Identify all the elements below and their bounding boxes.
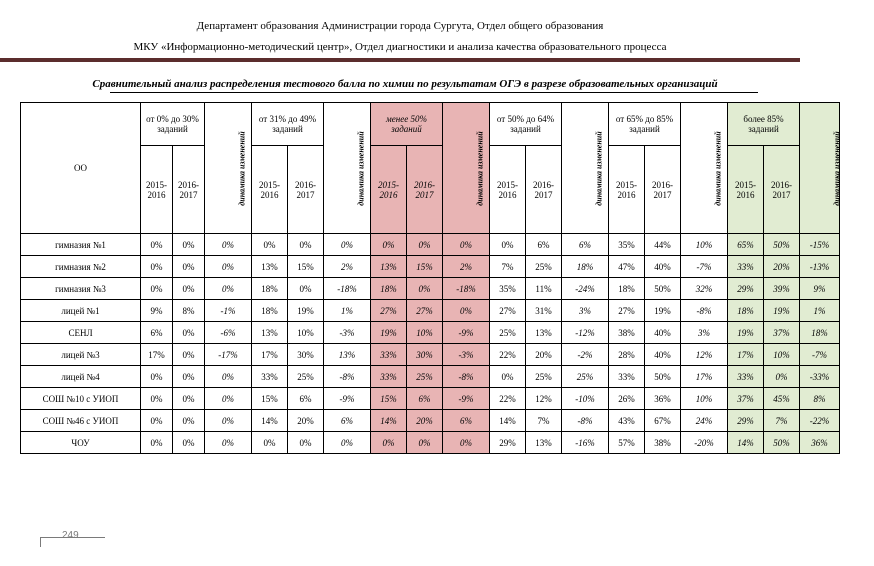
- value-cell: 20%: [526, 344, 562, 366]
- value-cell: 18%: [252, 300, 288, 322]
- value-cell: 33%: [728, 256, 764, 278]
- dynamics-cell: 2%: [443, 256, 490, 278]
- value-cell: 25%: [490, 322, 526, 344]
- value-cell: 33%: [609, 366, 645, 388]
- value-cell: 0%: [173, 344, 205, 366]
- dynamics-cell: 18%: [800, 322, 840, 344]
- header-center: МКУ «Информационно-методический центр», Отдел диагностики и анализа качества образовательного процесса: [133, 41, 667, 53]
- row-name: ЧОУ: [21, 432, 141, 454]
- value-cell: 15%: [252, 388, 288, 410]
- dynamics-cell: -6%: [205, 322, 252, 344]
- value-cell: 0%: [173, 234, 205, 256]
- value-cell: 30%: [407, 344, 443, 366]
- value-cell: 14%: [728, 432, 764, 454]
- dynamics-cell: 0%: [324, 234, 371, 256]
- header-group-1: от 31% до 49% заданий: [252, 103, 324, 146]
- value-cell: 15%: [371, 388, 407, 410]
- dynamics-cell: 0%: [205, 256, 252, 278]
- value-cell: 18%: [609, 278, 645, 300]
- table-row: [21, 366, 840, 388]
- value-cell: 36%: [645, 388, 681, 410]
- value-cell: 10%: [407, 322, 443, 344]
- value-cell: 0%: [371, 234, 407, 256]
- dynamics-cell: 17%: [681, 366, 728, 388]
- dynamics-cell: -8%: [681, 300, 728, 322]
- dynamics-cell: -16%: [562, 432, 609, 454]
- value-cell: 25%: [407, 366, 443, 388]
- value-cell: 0%: [141, 388, 173, 410]
- header-year2-5: 2016-2017: [764, 146, 800, 234]
- dynamics-cell: 0%: [205, 366, 252, 388]
- header-year1-2: 2015-2016: [371, 146, 407, 234]
- value-cell: 19%: [288, 300, 324, 322]
- dynamics-label: динамика изменений: [832, 131, 842, 206]
- table-row: [21, 432, 840, 454]
- value-cell: 13%: [526, 322, 562, 344]
- header-group-2: менее 50% заданий: [371, 103, 443, 146]
- dynamics-label: динамика изменений: [594, 131, 604, 206]
- value-cell: 0%: [173, 432, 205, 454]
- value-cell: 0%: [764, 366, 800, 388]
- row-name: лицей №3: [21, 344, 141, 366]
- value-cell: 33%: [252, 366, 288, 388]
- value-cell: 33%: [371, 366, 407, 388]
- value-cell: 6%: [526, 234, 562, 256]
- dynamics-cell: -18%: [324, 278, 371, 300]
- dynamics-cell: -7%: [800, 344, 840, 366]
- dynamics-cell: -12%: [562, 322, 609, 344]
- value-cell: 0%: [371, 432, 407, 454]
- value-cell: 18%: [728, 300, 764, 322]
- row-name: СЕНЛ: [21, 322, 141, 344]
- value-cell: 17%: [728, 344, 764, 366]
- value-cell: 40%: [645, 256, 681, 278]
- value-cell: 25%: [526, 256, 562, 278]
- dynamics-cell: 9%: [800, 278, 840, 300]
- value-cell: 57%: [609, 432, 645, 454]
- value-cell: 0%: [490, 366, 526, 388]
- value-cell: 27%: [371, 300, 407, 322]
- value-cell: 9%: [141, 300, 173, 322]
- header-group-5: более 85% заданий: [728, 103, 800, 146]
- dynamics-cell: -3%: [324, 322, 371, 344]
- dynamics-cell: -1%: [205, 300, 252, 322]
- value-cell: 45%: [764, 388, 800, 410]
- row-name: СОШ №46 с УИОП: [21, 410, 141, 432]
- value-cell: 19%: [764, 300, 800, 322]
- dynamics-cell: -3%: [443, 344, 490, 366]
- value-cell: 0%: [141, 366, 173, 388]
- value-cell: 13%: [526, 432, 562, 454]
- dynamics-cell: 8%: [800, 388, 840, 410]
- dynamics-cell: 0%: [205, 388, 252, 410]
- header-year1-3: 2015-2016: [490, 146, 526, 234]
- header-dynamics-2: [443, 103, 490, 234]
- dynamics-cell: -13%: [800, 256, 840, 278]
- row-name: лицей №4: [21, 366, 141, 388]
- header-oo: ОО: [21, 103, 141, 234]
- value-cell: 22%: [490, 344, 526, 366]
- value-cell: 50%: [645, 366, 681, 388]
- value-cell: 14%: [371, 410, 407, 432]
- value-cell: 0%: [173, 322, 205, 344]
- value-cell: 0%: [173, 410, 205, 432]
- value-cell: 27%: [407, 300, 443, 322]
- value-cell: 0%: [173, 366, 205, 388]
- dynamics-cell: 6%: [324, 410, 371, 432]
- value-cell: 35%: [609, 234, 645, 256]
- value-cell: 0%: [173, 256, 205, 278]
- dynamics-cell: -33%: [800, 366, 840, 388]
- value-cell: 13%: [252, 256, 288, 278]
- value-cell: 33%: [371, 344, 407, 366]
- row-name: гимназия №1: [21, 234, 141, 256]
- value-cell: 25%: [288, 366, 324, 388]
- value-cell: 20%: [288, 410, 324, 432]
- dynamics-cell: -24%: [562, 278, 609, 300]
- header-group-3: от 50% до 64% заданий: [490, 103, 562, 146]
- header-year1-5: 2015-2016: [728, 146, 764, 234]
- dynamics-cell: 24%: [681, 410, 728, 432]
- value-cell: 38%: [609, 322, 645, 344]
- dynamics-cell: 36%: [800, 432, 840, 454]
- dynamics-cell: 0%: [205, 410, 252, 432]
- dynamics-cell: -9%: [443, 388, 490, 410]
- value-cell: 8%: [173, 300, 205, 322]
- value-cell: 19%: [371, 322, 407, 344]
- value-cell: 44%: [645, 234, 681, 256]
- value-cell: 37%: [764, 322, 800, 344]
- value-cell: 0%: [490, 234, 526, 256]
- value-cell: 29%: [728, 278, 764, 300]
- header-year2-3: 2016-2017: [526, 146, 562, 234]
- table-row: [21, 234, 840, 256]
- value-cell: 6%: [141, 322, 173, 344]
- value-cell: 14%: [252, 410, 288, 432]
- dynamics-cell: 6%: [562, 234, 609, 256]
- dynamics-cell: 6%: [443, 410, 490, 432]
- value-cell: 67%: [645, 410, 681, 432]
- results-table: [20, 102, 840, 454]
- value-cell: 27%: [609, 300, 645, 322]
- value-cell: 37%: [728, 388, 764, 410]
- row-name: гимназия №2: [21, 256, 141, 278]
- value-cell: 7%: [764, 410, 800, 432]
- dynamics-cell: 3%: [681, 322, 728, 344]
- value-cell: 0%: [407, 278, 443, 300]
- value-cell: 0%: [288, 278, 324, 300]
- dynamics-cell: 3%: [562, 300, 609, 322]
- footer-rule-tick: [40, 537, 41, 547]
- dynamics-cell: -8%: [562, 410, 609, 432]
- dynamics-cell: 2%: [324, 256, 371, 278]
- header-dynamics-0: [205, 103, 252, 234]
- title-underline: [110, 92, 758, 93]
- dynamics-cell: 0%: [443, 432, 490, 454]
- value-cell: 47%: [609, 256, 645, 278]
- value-cell: 0%: [141, 432, 173, 454]
- value-cell: 40%: [645, 322, 681, 344]
- header-year2-0: 2016-2017: [173, 146, 205, 234]
- dynamics-label: динамика изменений: [713, 131, 723, 206]
- value-cell: 0%: [141, 234, 173, 256]
- dynamics-cell: -7%: [681, 256, 728, 278]
- table-row: [21, 344, 840, 366]
- dynamics-cell: -2%: [562, 344, 609, 366]
- value-cell: 0%: [252, 234, 288, 256]
- dynamics-label: динамика изменений: [475, 131, 485, 206]
- dynamics-cell: -18%: [443, 278, 490, 300]
- value-cell: 30%: [288, 344, 324, 366]
- value-cell: 10%: [288, 322, 324, 344]
- value-cell: 19%: [645, 300, 681, 322]
- table-row: [21, 322, 840, 344]
- header-dynamics-5: [800, 103, 840, 234]
- value-cell: 43%: [609, 410, 645, 432]
- value-cell: 20%: [407, 410, 443, 432]
- value-cell: 17%: [141, 344, 173, 366]
- value-cell: 14%: [490, 410, 526, 432]
- dynamics-cell: 0%: [205, 278, 252, 300]
- header-dynamics-4: [681, 103, 728, 234]
- dynamics-cell: 0%: [443, 300, 490, 322]
- dynamics-cell: 18%: [562, 256, 609, 278]
- dynamics-cell: -22%: [800, 410, 840, 432]
- dynamics-cell: 32%: [681, 278, 728, 300]
- dynamics-cell: 0%: [443, 234, 490, 256]
- value-cell: 25%: [526, 366, 562, 388]
- row-name: СОШ №10 с УИОП: [21, 388, 141, 410]
- table-row: [21, 410, 840, 432]
- value-cell: 0%: [141, 410, 173, 432]
- dynamics-cell: 0%: [205, 432, 252, 454]
- dynamics-cell: -20%: [681, 432, 728, 454]
- value-cell: 65%: [728, 234, 764, 256]
- value-cell: 28%: [609, 344, 645, 366]
- dynamics-cell: -17%: [205, 344, 252, 366]
- value-cell: 13%: [252, 322, 288, 344]
- dynamics-label: динамика изменений: [237, 131, 247, 206]
- value-cell: 40%: [645, 344, 681, 366]
- value-cell: 0%: [141, 278, 173, 300]
- table-row: [21, 388, 840, 410]
- value-cell: 27%: [490, 300, 526, 322]
- dynamics-cell: 1%: [800, 300, 840, 322]
- value-cell: 12%: [526, 388, 562, 410]
- dynamics-cell: -15%: [800, 234, 840, 256]
- value-cell: 50%: [645, 278, 681, 300]
- dynamics-cell: 0%: [324, 432, 371, 454]
- value-cell: 6%: [288, 388, 324, 410]
- dynamics-cell: -8%: [324, 366, 371, 388]
- value-cell: 33%: [728, 366, 764, 388]
- value-cell: 50%: [764, 432, 800, 454]
- value-cell: 29%: [728, 410, 764, 432]
- value-cell: 10%: [764, 344, 800, 366]
- value-cell: 39%: [764, 278, 800, 300]
- dynamics-cell: 1%: [324, 300, 371, 322]
- page-title: Сравнительный анализ распределения тестового балла по химии по результатам ОГЭ в разрезе образовательных организаций: [92, 78, 718, 90]
- page-number: 249: [62, 530, 79, 541]
- value-cell: 0%: [173, 278, 205, 300]
- table-row: [21, 256, 840, 278]
- dynamics-cell: 25%: [562, 366, 609, 388]
- dynamics-cell: 10%: [681, 234, 728, 256]
- dynamics-cell: 0%: [205, 234, 252, 256]
- value-cell: 0%: [407, 432, 443, 454]
- value-cell: 0%: [288, 432, 324, 454]
- dynamics-cell: -9%: [443, 322, 490, 344]
- value-cell: 35%: [490, 278, 526, 300]
- value-cell: 6%: [407, 388, 443, 410]
- value-cell: 31%: [526, 300, 562, 322]
- dynamics-cell: 10%: [681, 388, 728, 410]
- value-cell: 7%: [490, 256, 526, 278]
- value-cell: 18%: [252, 278, 288, 300]
- header-department: Департамент образования Администрации города Сургута, Отдел общего образования: [196, 20, 604, 32]
- table-row: [21, 300, 840, 322]
- value-cell: 15%: [288, 256, 324, 278]
- header-year1-1: 2015-2016: [252, 146, 288, 234]
- value-cell: 7%: [526, 410, 562, 432]
- table-row: [21, 278, 840, 300]
- value-cell: 20%: [764, 256, 800, 278]
- header-group-0: от 0% до 30% заданий: [141, 103, 205, 146]
- value-cell: 22%: [490, 388, 526, 410]
- value-cell: 0%: [173, 388, 205, 410]
- value-cell: 38%: [645, 432, 681, 454]
- dynamics-cell: 12%: [681, 344, 728, 366]
- header-year1-0: 2015-2016: [141, 146, 173, 234]
- header-divider: [0, 58, 800, 62]
- row-name: гимназия №3: [21, 278, 141, 300]
- value-cell: 0%: [407, 234, 443, 256]
- header-year2-1: 2016-2017: [288, 146, 324, 234]
- value-cell: 0%: [141, 256, 173, 278]
- dynamics-cell: -8%: [443, 366, 490, 388]
- header-year2-2: 2016-2017: [407, 146, 443, 234]
- header-dynamics-3: [562, 103, 609, 234]
- value-cell: 11%: [526, 278, 562, 300]
- value-cell: 29%: [490, 432, 526, 454]
- value-cell: 0%: [288, 234, 324, 256]
- row-name: лицей №1: [21, 300, 141, 322]
- value-cell: 15%: [407, 256, 443, 278]
- value-cell: 50%: [764, 234, 800, 256]
- value-cell: 13%: [371, 256, 407, 278]
- value-cell: 0%: [252, 432, 288, 454]
- header-year1-4: 2015-2016: [609, 146, 645, 234]
- dynamics-label: динамика изменений: [356, 131, 366, 206]
- dynamics-cell: 13%: [324, 344, 371, 366]
- header-dynamics-1: [324, 103, 371, 234]
- header-group-4: от 65% до 85% заданий: [609, 103, 681, 146]
- value-cell: 17%: [252, 344, 288, 366]
- value-cell: 19%: [728, 322, 764, 344]
- value-cell: 18%: [371, 278, 407, 300]
- header-year2-4: 2016-2017: [645, 146, 681, 234]
- dynamics-cell: -10%: [562, 388, 609, 410]
- dynamics-cell: -9%: [324, 388, 371, 410]
- value-cell: 26%: [609, 388, 645, 410]
